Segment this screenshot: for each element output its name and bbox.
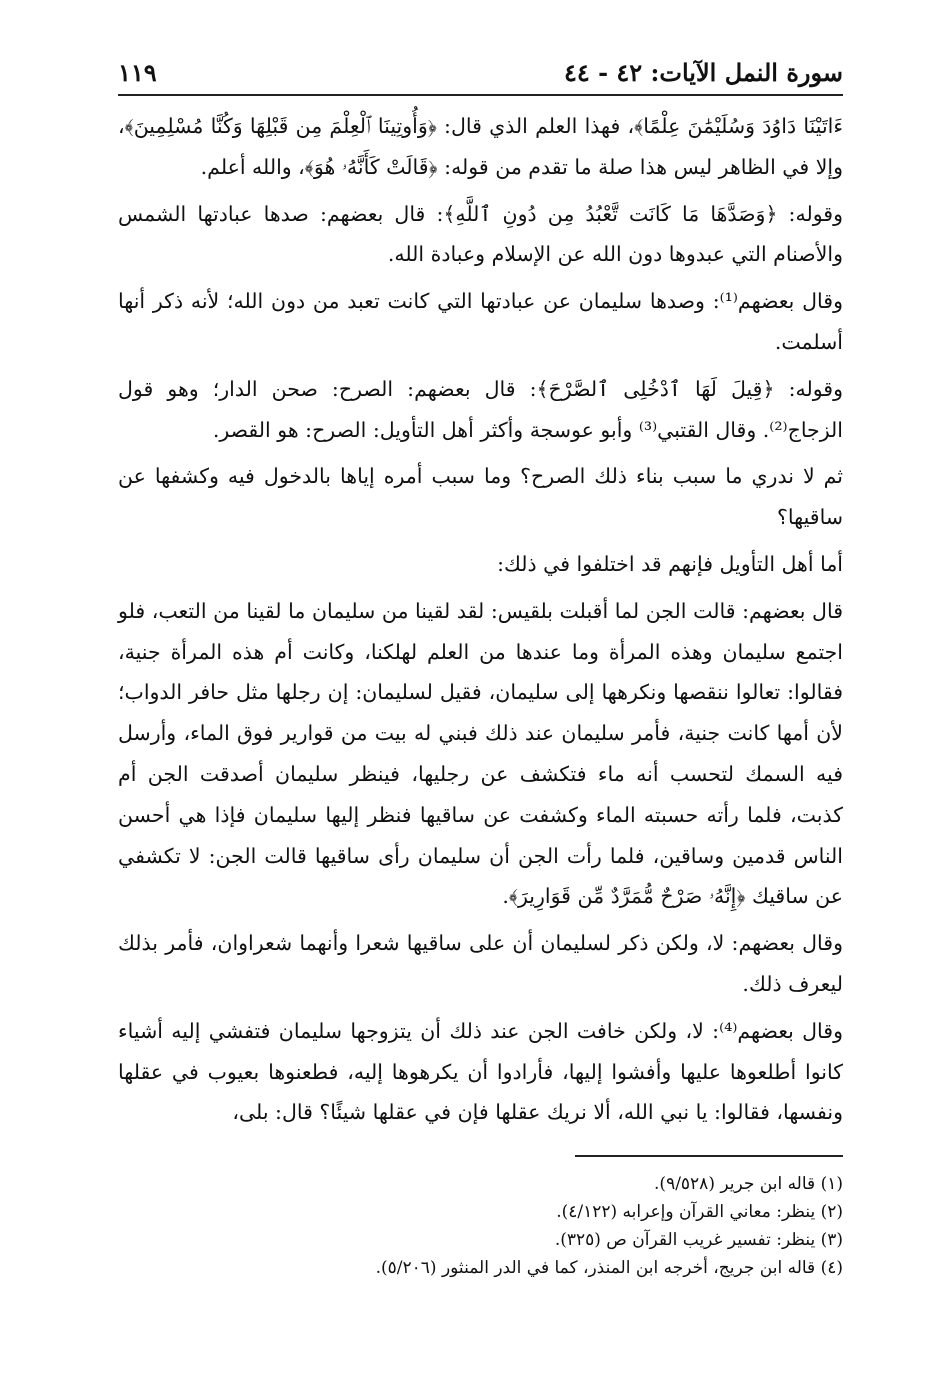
paragraph: وقوله: ﴿قِيلَ لَهَا ٱدْخُلِى ٱلصَّرْحَ﴾: قال بعضهم: الصرح: صحن الدار؛ وهو قول الزجاج⁽²⁾. وقال القتبي⁽³⁾ وأبو عوسجة وأكثر أهل التأويل: الصرح: هو القصر. [118, 376, 843, 442]
footnote-1: (١) قاله ابن جرير (٩/٥٢٨). [654, 1174, 843, 1194]
page-number: ١١٩ [118, 57, 157, 87]
page-title: سورة النمل الآيات: ٤٢ - ٤٤ [563, 57, 843, 87]
paragraph: قال بعضهم: قالت الجن لما أقبلت بلقيس: لقد لقينا من سليمان ما لقينا من التعب، فلو اجتمع سليمان وهذه المرأة وما عندها من العلم لهلكنا، وكانت أم هذه المرأة جنية، فقالوا: تعالوا ننقصها ونكرهها إلى سليمان، فقيل لسليمان: إن رجلها مثل حافر الدواب؛ لأن أمها كانت جنية، فأمر سليمان عند ذلك فبني له بيت من قوارير فوق الماء، وأرسل فيه السمك لتحسب أنه ماء فتكشف عن رجليها، فينظر سليمان أصدقت الجن أم كذبت، فلما رأته حسبته الماء وكشفت عن ساقيها فنظر إليها سليمان فإذا هي أحسن الناس قدمين وساقين، فلما رأت الجن أن سليمان رأى ساقيها قالت الجن: لا تكشفي عن ساقيك ﴿إِنَّهُۥ صَرْحٌ مُّمَرَّدٌ مِّن قَوَارِيرَ﴾. [118, 598, 843, 909]
paragraph: وقوله: ﴿وَصَدَّهَا مَا كَانَت تَّعْبُدُ مِن دُونِ ٱللَّهِ﴾: قال بعضهم: صدها عبادتها الشمس والأصنام التي عبدوها دون الله عن الإسلام وعبادة الله. [118, 201, 843, 267]
paragraph: ثم لا ندري ما سبب بناء ذلك الصرح؟ وما سبب أمره إياها بالدخول فيه وكشفها عن ساقيها؟ [118, 464, 843, 530]
footnote-3: (٣) ينظر: تفسير غريب القرآن ص (٣٢٥). [554, 1230, 843, 1250]
body-text [118, 106, 843, 1133]
footnote-divider [575, 1155, 843, 1157]
page-header [118, 50, 843, 96]
paragraph: وقال بعضهم: لا، ولكن ذكر لسليمان أن على ساقيها شعرا وأنهما شعراوان، فأمر بذلك ليعرف ذلك. [118, 931, 843, 996]
footnote-2: (٢) ينظر: معاني القرآن وإعرابه (٤/١٢٢). [556, 1202, 843, 1222]
paragraph: ءَاتَيْنَا دَاوُدَ وَسُلَيْمَٰنَ عِلْمًا﴾، فهذا العلم الذي قال: ﴿وَأُوتِينَا ٱلْعِلْمَ مِن قَبْلِهَا وَكُنَّا مُسْلِمِينَ﴾، وإلا في الظاهر ليس هذا صلة ما تقدم من قوله: ﴿قَالَتْ كَأَنَّهُۥ هُوَ﴾، والله أعلم. [118, 114, 843, 179]
paragraph: أما أهل التأويل فإنهم قد اختلفوا في ذلك: [497, 551, 843, 576]
footnotes [118, 1170, 843, 1282]
paragraph: وقال بعضهم⁽¹⁾: وصدها سليمان عن عبادتها التي كانت تعبد من دون الله؛ لأنه ذكر أنها أسلمت. [118, 289, 844, 354]
footnote-4: (٤) قاله ابن جريج، أخرجه ابن المنذر، كما في الدر المنثور (٥/٢٠٦). [375, 1258, 843, 1278]
paragraph: وقال بعضهم⁽⁴⁾: لا، ولكن خافت الجن عند ذلك أن يتزوجها سليمان فتفشي إليه أشياء كانوا أطلعوها عليها وأفشوا إليها، فأرادوا أن يكرهوها إليه، فطعنوها بعيوب في عقلها ونفسها، فقالوا: يا نبي الله، ألا نريك عقلها فإن في عقلها شيئًا؟ قال: بلى، [118, 1018, 844, 1125]
